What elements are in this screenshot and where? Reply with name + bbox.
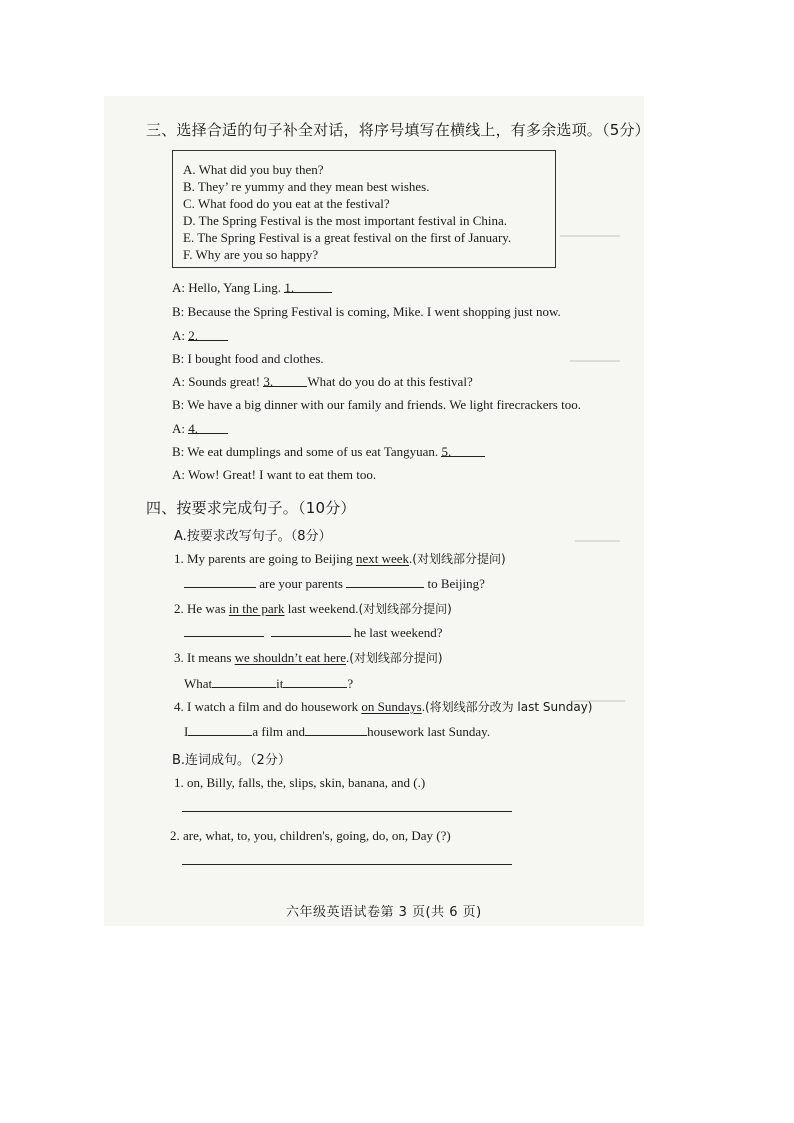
question-text: 2. He was <box>174 601 229 616</box>
answer-blank[interactable] <box>188 723 252 736</box>
option-b: B. They’ re yummy and they mean best wishes. <box>183 179 430 194</box>
answer-text: are your parents <box>256 576 347 591</box>
answer-blank[interactable] <box>305 723 367 736</box>
blank-number: 5. <box>441 444 452 459</box>
answer-a2 <box>184 624 443 641</box>
dialogue-line-4: B: I bought food and clothes. <box>172 351 324 366</box>
question-text: . <box>345 650 350 665</box>
question-text: 4. I watch a film and do housework <box>174 699 362 714</box>
option-c: C. What food do you eat at the festival? <box>183 196 390 211</box>
option-a: A. What did you buy then? <box>183 162 324 177</box>
answer-blank-4[interactable] <box>188 421 228 434</box>
dialogue-line-8 <box>172 444 485 460</box>
dialogue-text: A: <box>172 328 189 343</box>
dialogue-line-3 <box>172 328 228 344</box>
page-footer: 六年级英语试卷第 3 页(共 6 页) <box>286 905 482 920</box>
question-a2 <box>174 600 452 617</box>
answer-blank-3[interactable] <box>263 374 307 387</box>
question-b2: 2. are, what, to, you, children's, going, do, on, Day (?) <box>170 828 451 843</box>
dialogue-line-9: A: Wow! Great! I want to eat them too. <box>172 467 377 482</box>
option-e: E. The Spring Festival is a great festival on the first of January. <box>183 230 512 245</box>
bleed-through-mark <box>560 235 620 237</box>
question-text: 3. It means <box>174 650 235 665</box>
dialogue-text: A: <box>172 421 189 436</box>
answer-a3 <box>184 675 353 692</box>
answer-text: ? <box>347 676 354 691</box>
options-box <box>172 150 556 268</box>
underlined-phrase: on Sundays <box>361 699 422 714</box>
answer-a4 <box>184 723 490 740</box>
bleed-through-mark <box>570 360 620 362</box>
answer-blank[interactable] <box>212 675 276 688</box>
underlined-phrase: in the park <box>228 601 285 616</box>
answer-text: I <box>184 724 189 739</box>
bleed-through-mark <box>575 540 620 542</box>
dialogue-text: A: Hello, Yang Ling. <box>172 280 285 295</box>
blank-number: 1. <box>284 280 295 295</box>
answer-text: it <box>276 676 284 691</box>
dialogue-line-7 <box>172 421 228 437</box>
instruction-note: (对划线部分提问) <box>412 552 506 566</box>
question-text: . <box>421 699 425 714</box>
question-a4 <box>174 698 592 715</box>
instruction-note: (对划线部分提问) <box>349 651 443 665</box>
section-3-title: 三、选择合适的句子补全对话，将序号填写在横线上，有多余选项。（5分） <box>146 121 650 139</box>
blank-number: 2. <box>188 328 198 343</box>
option-f: F. Why are you so happy? <box>183 247 319 262</box>
answer-blank[interactable] <box>283 675 347 688</box>
dialogue-line-5 <box>172 374 473 390</box>
instruction-note: (将划线部分改为 last Sunday) <box>424 700 593 714</box>
dialogue-text: A: Sounds great! <box>172 374 264 389</box>
answer-a1 <box>184 575 485 592</box>
answer-blank-5[interactable] <box>441 444 485 457</box>
question-text: 1. My parents are going to Beijing <box>174 551 356 566</box>
answer-blank[interactable] <box>184 624 264 637</box>
dialogue-line-2: B: Because the Spring Festival is coming, Mike. I went shopping just now. <box>172 304 561 319</box>
answer-blank-1[interactable] <box>284 280 332 293</box>
dialogue-text: B: We eat dumplings and some of us eat Tangyuan. <box>172 444 442 459</box>
blank-number: 4. <box>188 421 198 436</box>
part-a-title: A.按要求改写句子。（8分） <box>174 529 332 544</box>
answer-line-b1[interactable] <box>182 811 512 812</box>
question-text: last weekend. <box>284 601 359 616</box>
instruction-note: (对划线部分提问) <box>358 602 452 616</box>
underlined-phrase: next week <box>355 551 410 566</box>
option-d: D. The Spring Festival is the most important festival in China. <box>183 213 508 228</box>
blank-number: 3. <box>263 374 274 389</box>
dialogue-line-6: B: We have a big dinner with our family and friends. We light firecrackers too. <box>172 397 581 412</box>
answer-text: to Beijing? <box>424 576 485 591</box>
answer-text: a film and <box>252 724 306 739</box>
question-a1 <box>174 550 506 567</box>
question-b1: 1. on, Billy, falls, the, slips, skin, banana, and (.) <box>174 775 426 790</box>
answer-blank-2[interactable] <box>188 328 228 341</box>
answer-blank[interactable] <box>271 624 351 637</box>
answer-text: What <box>184 676 213 691</box>
dialogue-text: What do you do at this festival? <box>307 374 473 389</box>
question-text: . <box>409 551 413 566</box>
answer-blank[interactable] <box>346 575 424 588</box>
answer-text: housework last Sunday. <box>367 724 491 739</box>
answer-text: he last weekend? <box>350 625 443 640</box>
answer-blank[interactable] <box>184 575 256 588</box>
part-b-title: B.连词成句。（2分） <box>172 753 291 768</box>
underlined-phrase: we shouldn’t eat here <box>234 650 346 665</box>
question-a3 <box>174 649 443 666</box>
answer-line-b2[interactable] <box>182 864 512 865</box>
section-4-title: 四、按要求完成句子。（10分） <box>146 499 356 517</box>
dialogue-line-1 <box>172 280 332 296</box>
